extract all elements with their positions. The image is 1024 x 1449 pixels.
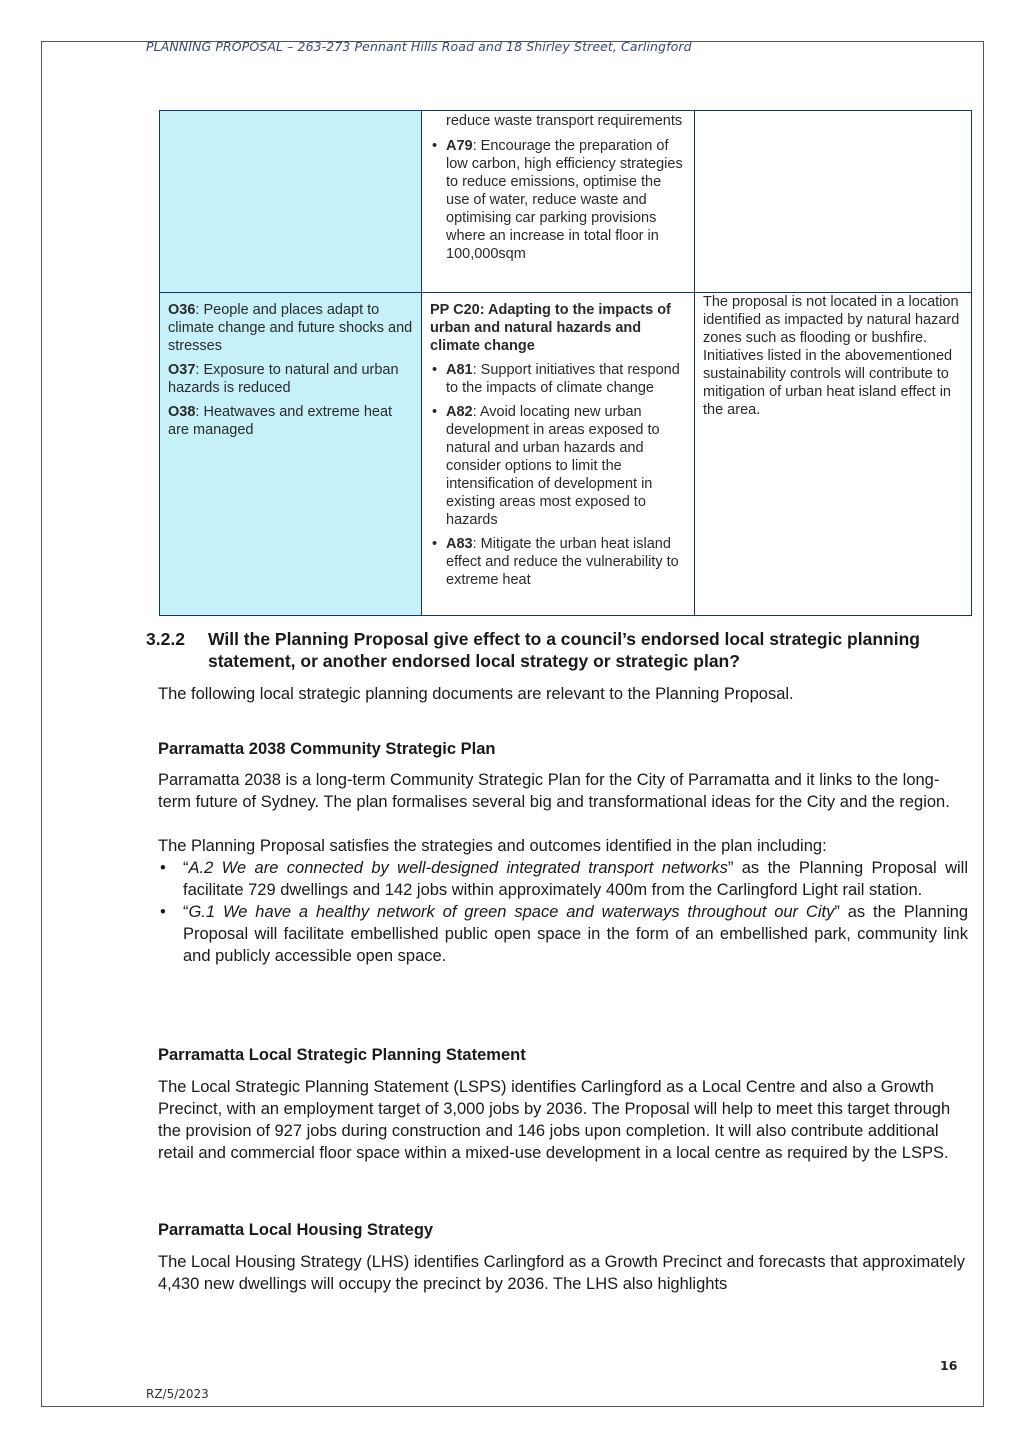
- intro-paragraph: The following local strategic planning documents are relevant to the Planning Proposal.: [158, 685, 794, 703]
- action-item-a81: • A81: Support initiatives that respond to the impacts of climate change: [430, 361, 686, 397]
- response-cell: [695, 111, 972, 293]
- table-row: [160, 293, 972, 616]
- objective-cell: [160, 111, 422, 293]
- list-item: • “G.1 We have a healthy network of green space and waterways throughout our City” as the Planning Proposal will facilitate embellished public open space in the form of an embellished park, community link and publicly accessible open space.: [158, 901, 968, 967]
- objective-o37: O37: Exposure to natural and urban hazards is reduced: [168, 362, 399, 396]
- section-title: Will the Planning Proposal give effect to a council’s endorsed local strategic planning statement, or another endorsed local strategy or strategic plan?: [208, 629, 920, 671]
- action-item-a83: • A83: Mitigate the urban heat island effect and reduce the vulnerability to extreme heat: [430, 535, 686, 589]
- list-item: • “A.2 We are connected by well-designed integrated transport networks” as the Planning Proposal will facilitate 729 dwellings and 142 jobs within approximately 400m from the Carlingford Light rail station.: [158, 857, 968, 901]
- section-number: 3.2.2: [146, 629, 185, 649]
- page-number: 16: [940, 1358, 958, 1373]
- csp-paragraph: The Planning Proposal satisfies the strategies and outcomes identified in the plan including:: [158, 837, 827, 855]
- objective-o36: O36: People and places adapt to climate change and future shocks and stresses: [168, 302, 413, 354]
- csp-paragraph: Parramatta 2038 is a long-term Community Strategic Plan for the City of Parramatta and it links to the long-term future of Sydney. The plan formalises several big and transformational ideas for the City and the region.: [158, 771, 950, 811]
- table-row: [160, 111, 972, 293]
- lsps-heading: Parramatta Local Strategic Planning Statement: [158, 1046, 526, 1064]
- alignment-table: [159, 110, 972, 616]
- running-header: PLANNING PROPOSAL – 263-273 Pennant Hills Road and 18 Shirley Street, Carlingford: [146, 39, 692, 54]
- lsps-paragraph: The Local Strategic Planning Statement (LSPS) identifies Carlingford as a Local Centre and also a Growth Precinct, with an employment target of 3,000 jobs by 2036. The Proposal will help to meet this target through the provision of 927 jobs during construction and 146 jobs upon completion. It will also contribute additional retail and commercial floor space within a mixed-use development in a local centre as required by the LSPS.: [158, 1078, 951, 1162]
- lhs-block: [158, 1219, 968, 1295]
- document-reference: RZ/5/2023: [146, 1387, 209, 1401]
- action-item-a79: • A79: Encourage the preparation of low carbon, high efficiency strategies to reduce emissions, optimise the use of water, reduce waste and optimising car parking provisions where an increase in total floor in 100,000sqm: [430, 137, 686, 263]
- section-heading: [146, 628, 948, 672]
- response-cell: [695, 293, 972, 616]
- csp-heading: Parramatta 2038 Community Strategic Plan: [158, 740, 496, 758]
- csp-block: [158, 738, 968, 967]
- lsps-block: [158, 1044, 968, 1164]
- lhs-paragraph: The Local Housing Strategy (LHS) identifies Carlingford as a Growth Precinct and forecasts that approximately 4,430 new dwellings will occupy the precinct by 2036. The LHS also highlights: [158, 1253, 966, 1293]
- objective-o38: O38: Heatwaves and extreme heat are managed: [168, 404, 393, 438]
- action-cell: [422, 111, 695, 293]
- response-text: The proposal is not located in a location identified as impacted by natural hazard zones such as flooding or bushfire. Initiatives listed in the abovementioned sustainability controls will contribute to mitigation of urban heat island effect in the area.: [703, 294, 960, 418]
- continued-action-text: reduce waste transport requirements: [446, 113, 683, 129]
- objective-cell: [160, 293, 422, 616]
- action-item-a82: • A82: Avoid locating new urban development in areas exposed to natural and urban hazards and consider options to limit the intensification of development in existing areas most exposed to hazards: [430, 403, 686, 529]
- action-cell: [422, 293, 695, 616]
- planning-priority-heading: PP C20: Adapting to the impacts of urban and natural hazards and climate change: [430, 302, 671, 354]
- section-intro: [158, 683, 968, 705]
- lhs-heading: Parramatta Local Housing Strategy: [158, 1221, 434, 1239]
